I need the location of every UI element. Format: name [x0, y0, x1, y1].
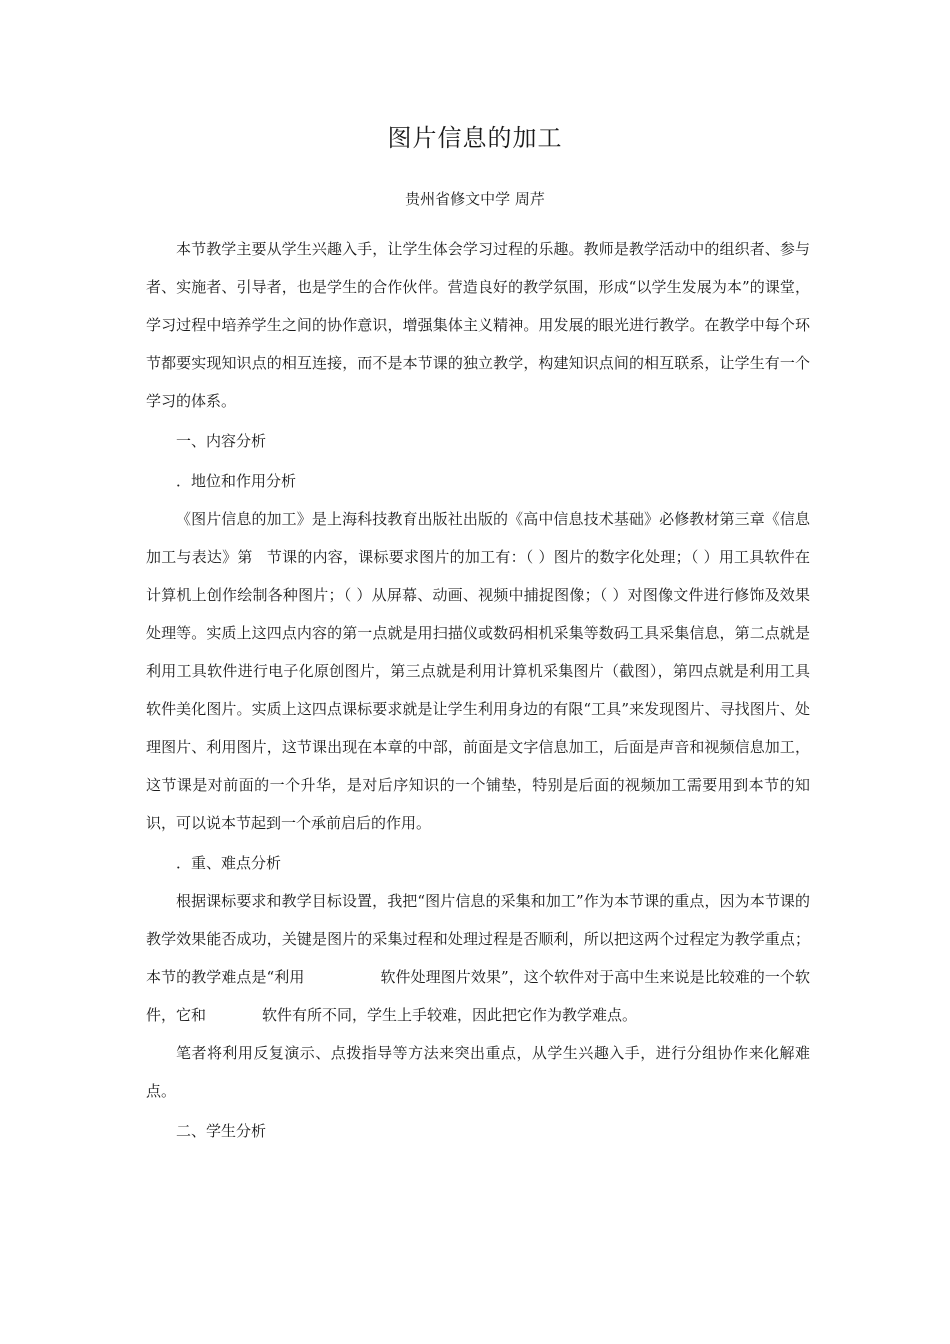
- section-heading-student-analysis: 二、学生分析: [176, 1122, 267, 1140]
- subsection-heading-key-points: ．重、难点分析: [176, 854, 282, 872]
- subsection-heading-role: ．地位和作用分析: [176, 472, 297, 490]
- method-paragraph: 笔者将利用反复演示、点拨指导等方法来突出重点，从学生兴趣入手，进行分组协作来化解难点。: [146, 1044, 810, 1100]
- role-text-part2: 节课的内容，课标要求图片的加工有：（ ）图片的数字化处理；（ ）用工具软件在计算机上创作绘制各种图片；（ ）从屏幕、动画、视频中捕捉图像；（ ）对图像文件进行修饰及效果处理等。实质上这四点内容的第一点就是用扫描仪或数码相机采集等数码工具采集信息，第二点就是利用工具软件进行电子化原创图片，第三点就是利用计算机采集图片（截图），第四点就是利用工具软件美化图片。实质上这四点课标要求就是让学生利用身边的有限“工具”来发现图片、寻找图片、处理图片、利用图片，这节课出现在本章的中部，前面是文字信息加工，后面是声音和视频信息加工，这节课是对前面的一个升华，是对后序知识的一个铺垫，特别是后面的视频加工需要用到本节的知识，可以说本节起到一个承前启后的作用。: [146, 548, 810, 832]
- role-text-part1: 《图片信息的加工》是上海科技教育出版社出版的《高中信息技术基础》必修教材第三章《信息加工与表达》第: [146, 510, 810, 566]
- document-author: 贵州省修文中学 周芹: [405, 190, 545, 208]
- section-heading-content-analysis: 一、内容分析: [176, 432, 267, 450]
- document-body: [146, 230, 810, 1150]
- key-text-part2: 软件处理图片效果”，这个软件对于高中生来说是比较难的一个软件，它和: [146, 968, 811, 1024]
- role-analysis-paragraph: [146, 500, 810, 842]
- key-text-part1: 根据课标要求和教学目标设置，我把“图片信息的采集和加工”作为本节课的重点，因为本节课的教学效果能否成功，关键是图片的采集过程和处理过程是否顺利，所以把这两个过程定为教学重点；本节的教学难点是“利用: [146, 892, 810, 986]
- key-points-paragraph: [146, 882, 810, 1034]
- document-title: 图片信息的加工: [387, 124, 563, 152]
- key-text-part3: 软件有所不同，学生上手较难，因此把它作为教学难点。: [262, 1006, 638, 1024]
- intro-paragraph: 本节教学主要从学生兴趣入手，让学生体会学习过程的乐趣。教师是教学活动中的组织者、参与者、实施者、引导者，也是学生的合作伙伴。营造良好的教学氛围，形成“以学生发展为本”的课堂，学习过程中培养学生之间的协作意识，增强集体主义精神。用发展的眼光进行教学。在教学中每个环节都要实现知识点的相互连接，而不是本节课的独立教学，构建知识点间的相互联系，让学生有一个学习的体系。: [146, 240, 810, 410]
